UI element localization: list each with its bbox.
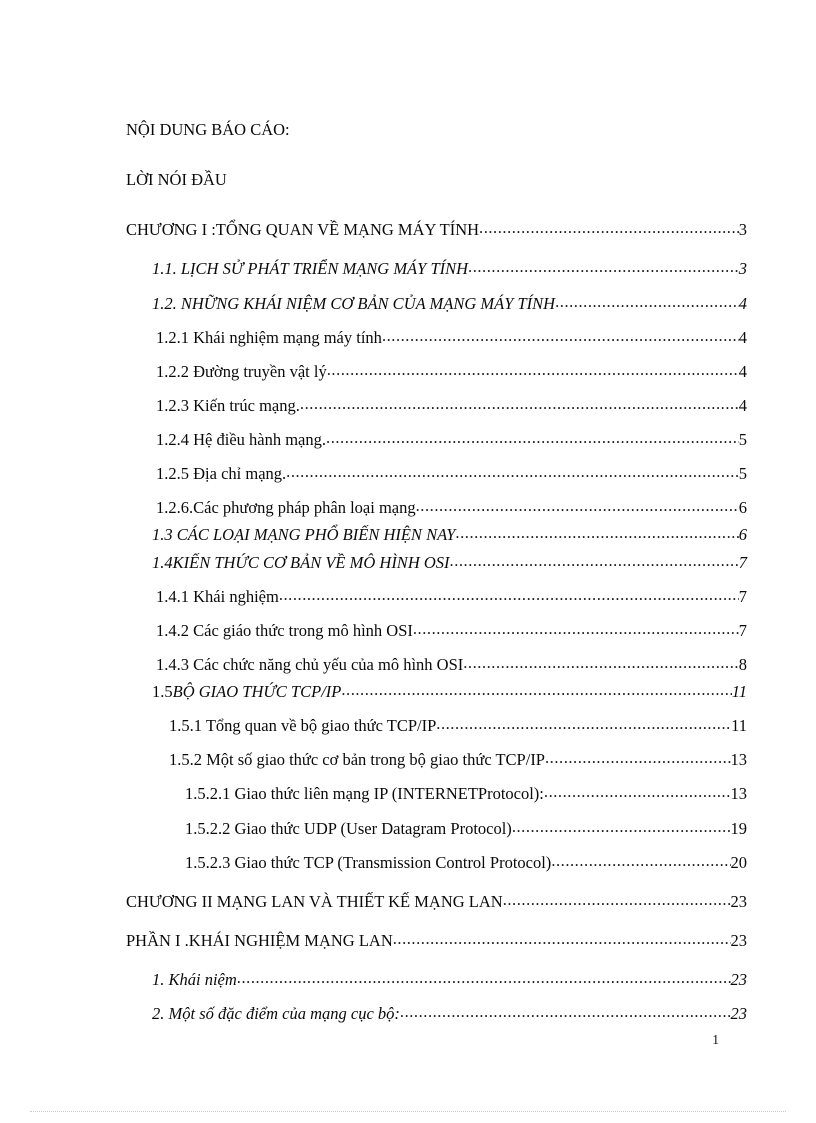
toc-entry-label: 1.2.5 Địa chỉ mạng. xyxy=(156,464,287,484)
toc-entry-1-5-2-2[interactable] xyxy=(0,819,816,839)
toc-entry-page: 7 xyxy=(738,552,747,572)
toc-entry-number: 1.5 xyxy=(152,682,173,701)
toc-entry-label: 1.2.1 Khái nghiệm mạng máy tính xyxy=(156,327,382,347)
dot-leader xyxy=(300,400,739,417)
toc-entry-page: 4 xyxy=(738,395,747,415)
toc-entry-1-5-2-3[interactable] xyxy=(0,853,816,873)
toc-entry-page: 19 xyxy=(730,818,747,838)
toc-entry-page: 20 xyxy=(730,852,747,872)
toc-entry-label: CHƯƠNG II MẠNG LAN VÀ THIẾT KẾ MẠNG LAN xyxy=(126,891,503,911)
toc-entry-page: 23 xyxy=(730,970,747,989)
toc-entry-label: 1.2.2 Đường truyền vật lý xyxy=(156,361,327,381)
toc-entry-page: 5 xyxy=(738,464,747,484)
toc-entry-1-5-1[interactable] xyxy=(0,716,816,736)
toc-entry-page: 6 xyxy=(738,525,747,545)
toc-entry-label: 1.3 CÁC LOẠI MẠNG PHỔ BIẾN HIỆN NAY xyxy=(152,525,456,545)
toc-entry-phan1-1[interactable] xyxy=(0,970,816,990)
dot-leader xyxy=(544,788,731,805)
dot-leader xyxy=(327,365,739,382)
toc-entry-page: 13 xyxy=(730,750,747,770)
dot-leader xyxy=(551,856,730,873)
toc-entry-label: 1.5.2 Một số giao thức cơ bản trong bộ giao thức TCP/IP xyxy=(169,750,545,770)
dot-leader xyxy=(512,822,731,839)
toc-entry-1-2-3[interactable] xyxy=(0,396,816,416)
toc-entry-label: 1.2. NHỮNG KHÁI NIỆM CƠ BẢN CỦA MẠNG MÁY TÍNH xyxy=(152,293,556,313)
toc-entry-page: 23 xyxy=(730,1004,747,1024)
toc-entry-1-4-1[interactable] xyxy=(0,587,816,607)
toc-entry-1-5-2-1[interactable] xyxy=(0,784,816,804)
toc-entry-1-1[interactable] xyxy=(0,259,816,279)
toc-entry-1-5[interactable] xyxy=(0,682,816,702)
toc-entry-label: 1.2.3 Kiến trúc mạng. xyxy=(156,395,300,415)
toc-entry-1-3[interactable] xyxy=(0,525,816,545)
toc-entry-1-4-3[interactable] xyxy=(0,655,816,675)
toc-entry-label: 1. Khái niệm xyxy=(152,970,237,989)
toc-entry-page: 8 xyxy=(738,654,747,674)
toc-entry-label: 1.4KIẾN THỨC CƠ BẢN VỀ MÔ HÌNH OSI xyxy=(152,552,450,572)
toc-entry-page: 4 xyxy=(738,293,747,313)
toc-entry-label: PHẦN I .KHÁI NGHIỆM MẠNG LAN xyxy=(126,930,393,950)
dot-leader xyxy=(503,895,731,912)
bottom-dotted-rule xyxy=(30,1111,786,1113)
footer-page-number: 1 xyxy=(712,1032,719,1047)
toc-entry-1-2-5[interactable] xyxy=(0,464,816,484)
preface-heading: LỜI NÓI ĐẦU xyxy=(126,170,227,190)
toc-entry-page: 7 xyxy=(738,620,747,640)
toc-entry-label: 1.5.2.1 Giao thức liên mạng IP (INTERNETProtocol): xyxy=(185,784,544,804)
dot-leader xyxy=(479,224,739,241)
toc-entry-label: CHƯƠNG I :TỔNG QUAN VỀ MẠNG MÁY TÍNH xyxy=(126,220,480,240)
dot-leader xyxy=(341,686,731,703)
dot-leader xyxy=(237,974,731,991)
toc-entry-1-4-2[interactable] xyxy=(0,621,816,641)
dot-leader xyxy=(286,468,739,485)
toc-entry-phan1-2[interactable] xyxy=(0,1004,816,1024)
dot-leader xyxy=(413,624,739,641)
toc-entry-label: 1.4.2 Các giáo thức trong mô hình OSI xyxy=(156,620,413,640)
toc-entry-1-2-1[interactable] xyxy=(0,328,816,348)
toc-entry-1-2-2[interactable] xyxy=(0,362,816,382)
toc-entry-chuong-2[interactable] xyxy=(0,892,816,912)
toc-entry-page: 6 xyxy=(738,498,747,518)
page-title: NỘI DUNG BÁO CÁO: xyxy=(126,120,290,139)
dot-leader xyxy=(463,659,739,676)
toc-entry-label: 1.5.1 Tổng quan về bộ giao thức TCP/IP xyxy=(169,716,437,736)
dot-leader xyxy=(400,1008,731,1025)
toc-entry-page: 23 xyxy=(730,891,747,911)
dot-leader xyxy=(279,590,739,607)
toc-entry-label: 1.2.4 Hệ điều hành mạng. xyxy=(156,430,327,449)
toc-entry-label: 1.1. LỊCH SỬ PHÁT TRIỂN MẠNG MÁY TÍNH xyxy=(152,259,469,279)
toc-entry-page: 4 xyxy=(738,327,747,347)
dot-leader xyxy=(555,297,739,314)
toc-entry-1-5-2[interactable] xyxy=(0,750,816,770)
toc-entry-page: 3 xyxy=(738,259,747,279)
toc-entry-phan-1[interactable] xyxy=(0,931,816,951)
toc-entry-page: 7 xyxy=(738,586,747,606)
toc-entry-label: 1.5.2.2 Giao thức UDP (User Datagram Protocol) xyxy=(185,818,512,838)
toc-entry-label: 2. Một số đặc điểm của mạng cục bộ: xyxy=(152,1004,400,1024)
toc-entry-1-2[interactable] xyxy=(0,294,816,314)
dot-leader xyxy=(416,502,739,519)
toc-entry-label: 1.4.1 Khái nghiệm xyxy=(156,586,279,606)
dot-leader xyxy=(450,556,739,573)
toc-entry-1-2-4[interactable] xyxy=(0,430,816,450)
toc-entry-label: 1.5.2.3 Giao thức TCP (Transmission Control Protocol) xyxy=(185,852,552,872)
dot-leader xyxy=(393,935,731,952)
dot-leader xyxy=(455,529,738,546)
toc-entry-page: 5 xyxy=(738,430,747,449)
toc-entry-label: 1.4.3 Các chức năng chủ yếu của mô hình OSI xyxy=(156,654,464,674)
toc-entry-label: 1.2.6.Các phương pháp phân loại mạng xyxy=(156,498,416,518)
toc-entry-chuong-1[interactable] xyxy=(0,220,816,240)
dot-leader xyxy=(326,434,739,451)
dot-leader xyxy=(382,331,739,348)
toc-entry-page: 11 xyxy=(731,682,747,701)
toc-entry-page: 13 xyxy=(730,784,747,804)
toc-entry-page: 3 xyxy=(738,220,747,240)
table-of-contents xyxy=(0,120,816,1038)
toc-entry-label: BỘ GIAO THỨC TCP/IP xyxy=(172,682,342,701)
dot-leader xyxy=(468,263,739,280)
toc-entry-page: 4 xyxy=(738,361,747,381)
toc-entry-1-2-6[interactable] xyxy=(0,498,816,518)
toc-entry-1-4[interactable] xyxy=(0,553,816,573)
dot-leader xyxy=(436,720,731,737)
toc-entry-page: 23 xyxy=(730,930,747,950)
dot-leader xyxy=(545,754,731,771)
toc-entry-page: 11 xyxy=(731,716,747,736)
